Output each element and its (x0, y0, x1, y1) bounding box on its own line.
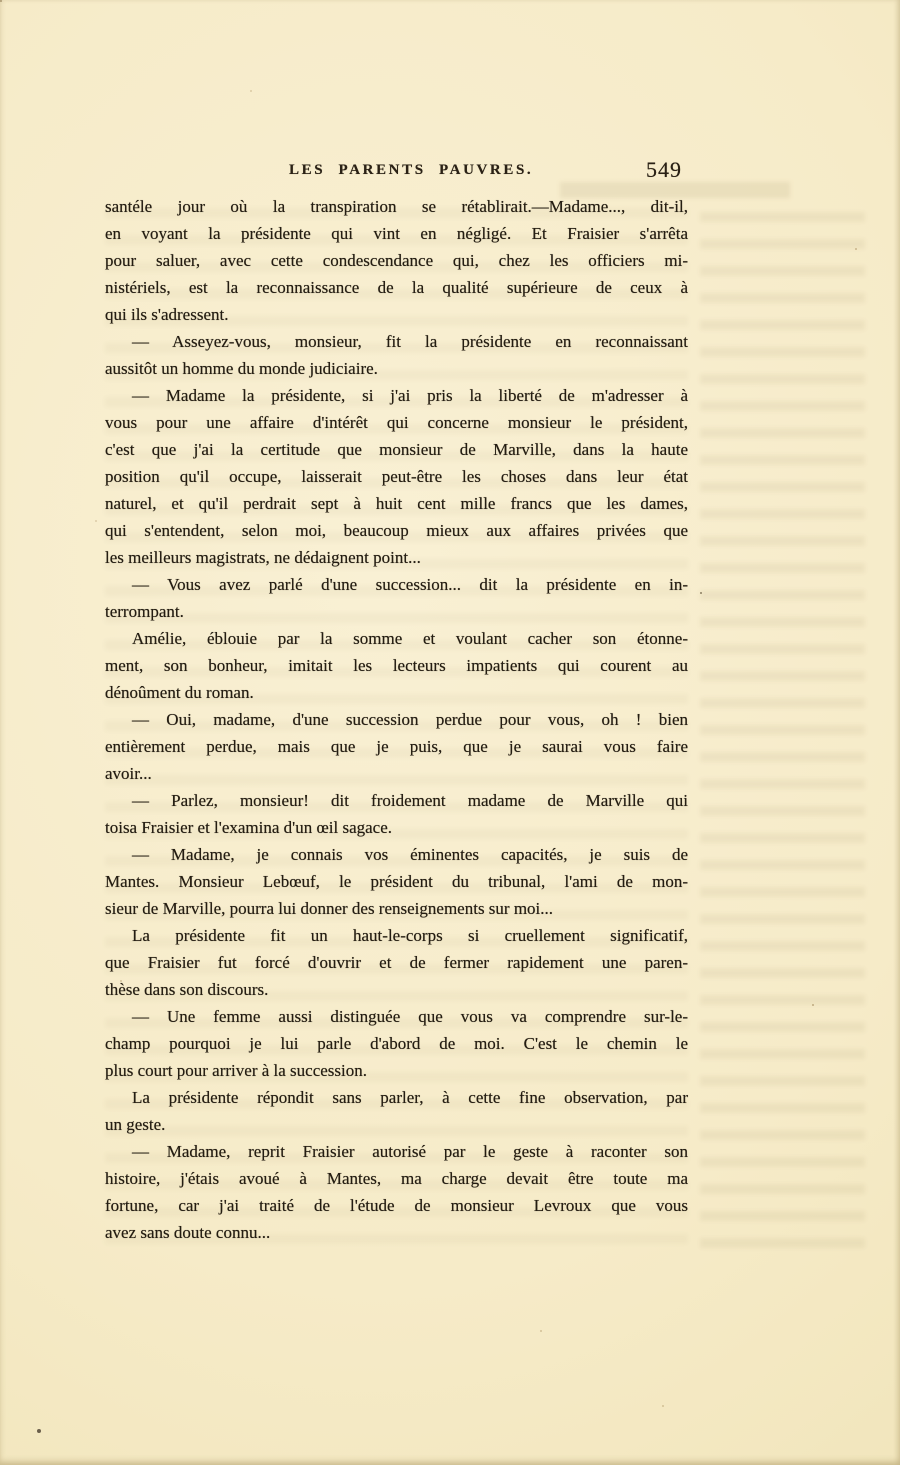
paragraph (105, 382, 688, 571)
paragraph (105, 841, 688, 922)
text-line: — Madame la présidente, si j'ai pris la liberté de m'adresser à (132, 386, 688, 405)
paragraph (105, 1003, 688, 1084)
text-line: aussitôt un homme du monde judiciaire. (105, 359, 378, 378)
text-line: ment, son bonheur, imitait les lecteurs impatients qui courent au (105, 656, 688, 675)
text-line: position qu'il occupe, laisserait peut-être les choses dans leur état (105, 467, 688, 486)
text-line: — Madame, reprit Fraisier autorisé par le geste à raconter son (132, 1142, 688, 1161)
text-line: santéle jour où la transpiration se rétablirait.—Madame..., dit-il, (105, 197, 688, 216)
text-line: un geste. (105, 1115, 166, 1134)
text-line: — Asseyez-vous, monsieur, fit la présidente en reconnaissant (132, 332, 688, 351)
text-line: — Une femme aussi distinguée que vous va comprendre sur-le- (132, 1007, 688, 1026)
text-line: c'est que j'ai la certitude que monsieur de Marville, dans la haute (105, 440, 688, 459)
text-line: qui s'entendent, selon moi, beaucoup mieux aux affaires privées que (105, 521, 688, 540)
text-line: nistériels, est la reconnaissance de la qualité supérieure de ceux à (105, 278, 688, 297)
text-line: que Fraisier fut forcé d'ouvrir et de fermer rapidement une paren- (105, 953, 688, 972)
text-line: — Madame, je connais vos éminentes capacités, je suis de (132, 845, 688, 864)
text-line: les meilleurs magistrats, ne dédaignent point... (105, 548, 421, 567)
text-line: entièrement perdue, mais que je puis, que je saurai vous faire (105, 737, 688, 756)
text-line: dénoûment du roman. (105, 683, 254, 702)
text-line: terrompant. (105, 602, 184, 621)
text-line: La présidente fit un haut-le-corps si cruellement significatif, (132, 926, 688, 945)
paragraph (105, 922, 688, 1003)
running-title: LES PARENTS PAUVRES. (289, 162, 534, 178)
text-line: toisa Fraisier et l'examina d'un œil sagace. (105, 818, 393, 837)
page-number: 549 (646, 157, 682, 182)
paragraph (105, 1084, 688, 1138)
paragraph (105, 706, 688, 787)
text-line: champ pourquoi je lui parle d'abord de moi. C'est le chemin le (105, 1034, 688, 1053)
text-line: qui ils s'adressent. (105, 305, 229, 324)
text-line: avez sans doute connu... (105, 1223, 271, 1242)
text-line: avoir... (105, 764, 152, 783)
paper-speck (0, 0, 2, 2)
paragraph (105, 625, 688, 706)
paragraph (105, 1138, 688, 1246)
paragraph (105, 328, 688, 382)
text-line: — Parlez, monsieur! dit froidement madame de Marville qui (132, 791, 688, 810)
text-line: en voyant la présidente qui vint en négligé. Et Fraisier s'arrêta (105, 224, 688, 243)
text-line: fortune, car j'ai traité de l'étude de monsieur Levroux que vous (105, 1196, 688, 1215)
text-line: vous pour une affaire d'intérêt qui concerne monsieur le président, (105, 413, 688, 432)
text-block (105, 193, 688, 1246)
text-line: Mantes. Monsieur Lebœuf, le président du tribunal, l'ami de mon- (105, 872, 688, 891)
text-line: Amélie, éblouie par la somme et voulant cacher son étonne- (132, 629, 688, 648)
paragraph (105, 193, 688, 328)
text-line: — Oui, madame, d'une succession perdue pour vous, oh ! bien (132, 710, 688, 729)
text-line: sieur de Marville, pourra lui donner des renseignements sur moi... (105, 899, 554, 918)
text-line: — Vous avez parlé d'une succession... dit la présidente en in- (132, 575, 688, 594)
running-head (105, 157, 688, 185)
paragraph (105, 787, 688, 841)
text-line: thèse dans son discours. (105, 980, 269, 999)
paragraph (105, 571, 688, 625)
text-line: histoire, j'étais avoué à Mantes, ma charge devait être toute ma (105, 1169, 688, 1188)
text-line: plus court pour arriver à la succession. (105, 1061, 367, 1080)
show-through-ghost (700, 212, 865, 1262)
text-line: pour saluer, avec cette condescendance qui, chez les officiers mi- (105, 251, 688, 270)
text-line: La présidente répondit sans parler, à cette fine observation, par (132, 1088, 688, 1107)
text-line: naturel, et qu'il perdrait sept à huit cent mille francs que les dames, (105, 494, 688, 513)
